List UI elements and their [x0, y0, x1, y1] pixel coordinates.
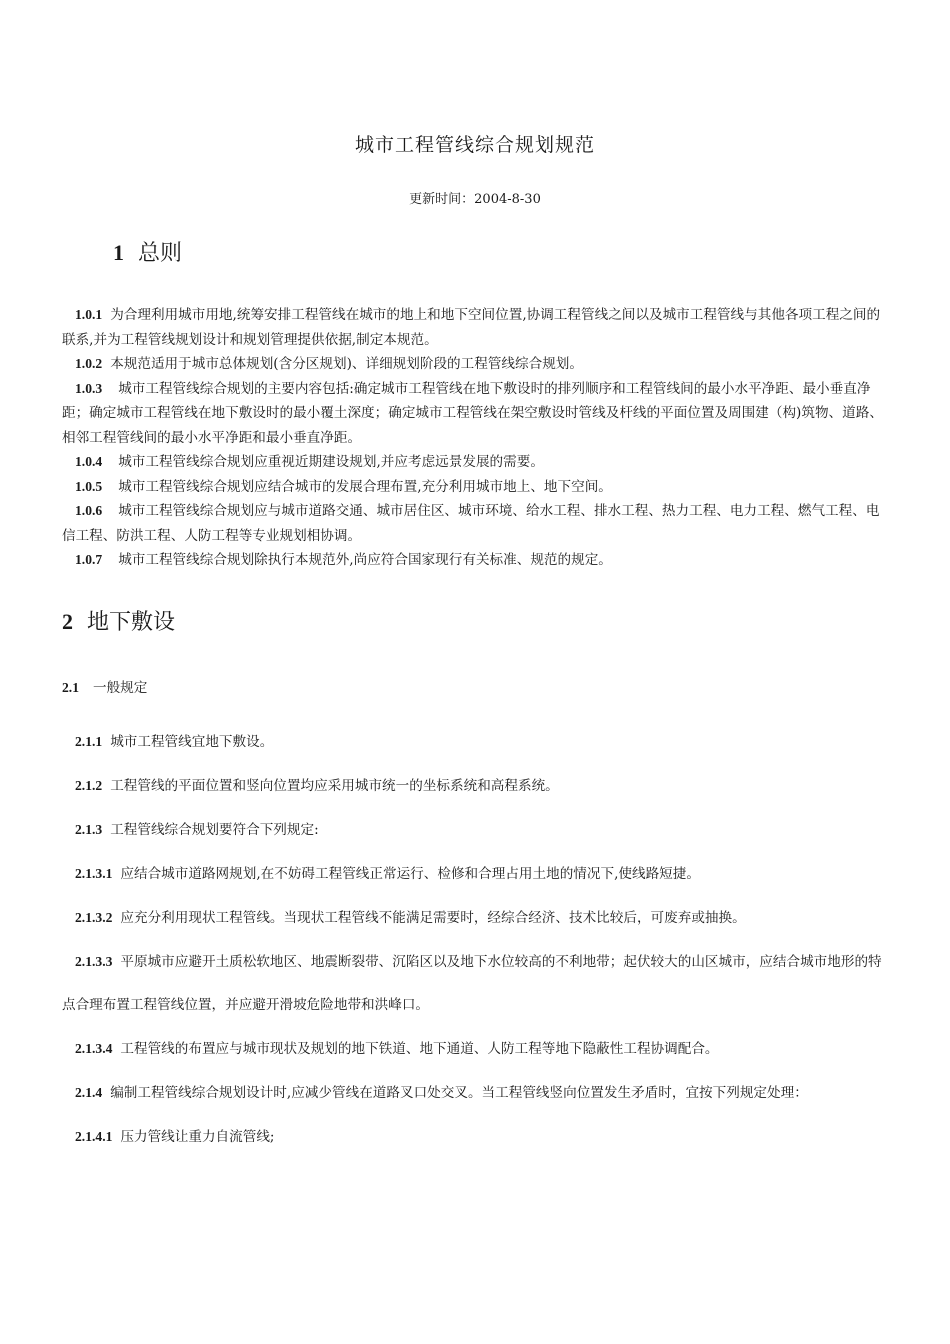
clause-1-0-3: 1.0.3 城市工程管线综合规划的主要内容包括:确定城市工程管线在地下敷设时的排列顺序和工程管线间的最小水平净距、最小垂直净距；确定城市工程管线在地下敷设时的最小覆土深度；确定城市工程管线在架空敷设时管线及杆线的平面位置及周围建（构)筑物、道路、相邻工程管线间的最小水平净距和最小垂直净距。	[62, 380, 883, 446]
clause-1-0-1: 1.0.1 为合理利用城市用地,统筹安排工程管线在城市的地上和地下空间位置,协调工程管线之间以及城市工程管线与其他各项工程之间的联系,并为工程管线规划设计和规划管理提供依据,制定本规范。	[62, 307, 881, 348]
clause-2-1-3: 2.1.3 工程管线综合规划要符合下列规定:	[75, 822, 319, 838]
chapter-title: 地下敷设	[87, 610, 176, 635]
chapter-1-clauses	[62, 303, 892, 573]
section-2-1-heading: 2.1 一般规定	[62, 680, 148, 696]
clause-2-1-3-3: 2.1.3.3 平原城市应避开土质松软地区、地震断裂带、沉陷区以及地下水位较高的不利地带；起伏较大的山区城市，应结合城市地形的特点合理布置工程管线位置，并应避开滑坡危险地带和洪峰口。	[62, 954, 882, 1013]
clause-1-0-5: 1.0.5 城市工程管线综合规划应结合城市的发展合理布置,充分利用城市地上、地下空间。	[75, 478, 612, 495]
clause-2-1-4-1: 2.1.4.1 压力管线让重力自流管线;	[75, 1129, 275, 1145]
chapter-title: 总则	[138, 241, 183, 266]
clause-2-1-2: 2.1.2 工程管线的平面位置和竖向位置均应采用城市统一的坐标系统和高程系统。	[75, 778, 559, 794]
chapter-number: 1	[113, 240, 124, 265]
clause-1-0-2: 1.0.2 本规范适用于城市总体规划(含分区规划)、详细规划阶段的工程管线综合规划。	[75, 356, 583, 372]
clause-1-0-4: 1.0.4 城市工程管线综合规划应重视近期建设规划,并应考虑远景发展的需要。	[75, 454, 544, 470]
clause-2-1-3-2: 2.1.3.2 应充分利用现状工程管线。当现状工程管线不能满足需要时，经综合经济、技术比较后，可废弃或抽换。	[75, 910, 746, 926]
chapter-1-heading	[113, 236, 182, 267]
clause-2-1-3-4: 2.1.3.4 工程管线的布置应与城市现状及规划的地下铁道、地下通道、人防工程等地下隐蔽性工程协调配合。	[75, 1041, 719, 1057]
chapter-2-heading	[62, 605, 175, 636]
chapter-number: 2	[62, 609, 73, 634]
document-title: 城市工程管线综合规划规范	[354, 134, 595, 156]
chapter-2-clauses	[62, 720, 892, 1159]
clause-2-1-4: 2.1.4 编制工程管线综合规划设计时,应减少管线在道路叉口处交叉。当工程管线竖向位置发生矛盾时，宜按下列规定处理：	[75, 1085, 808, 1101]
update-time: 更新时间：2004-8-30	[409, 192, 541, 207]
clause-2-1-1: 2.1.1 城市工程管线宜地下敷设。	[75, 734, 274, 750]
clause-2-1-3-1: 2.1.3.1 应结合城市道路网规划,在不妨碍工程管线正常运行、检修和合理占用土地的情况下,使线路短捷。	[75, 866, 700, 882]
clause-1-0-6: 1.0.6 城市工程管线综合规划应与城市道路交通、城市居住区、城市环境、给水工程、排水工程、热力工程、电力工程、燃气工程、电信工程、防洪工程、人防工程等专业规划相协调。	[62, 503, 880, 544]
clause-1-0-7: 1.0.7 城市工程管线综合规划除执行本规范外,尚应符合国家现行有关标准、规范的规定。	[75, 552, 612, 568]
